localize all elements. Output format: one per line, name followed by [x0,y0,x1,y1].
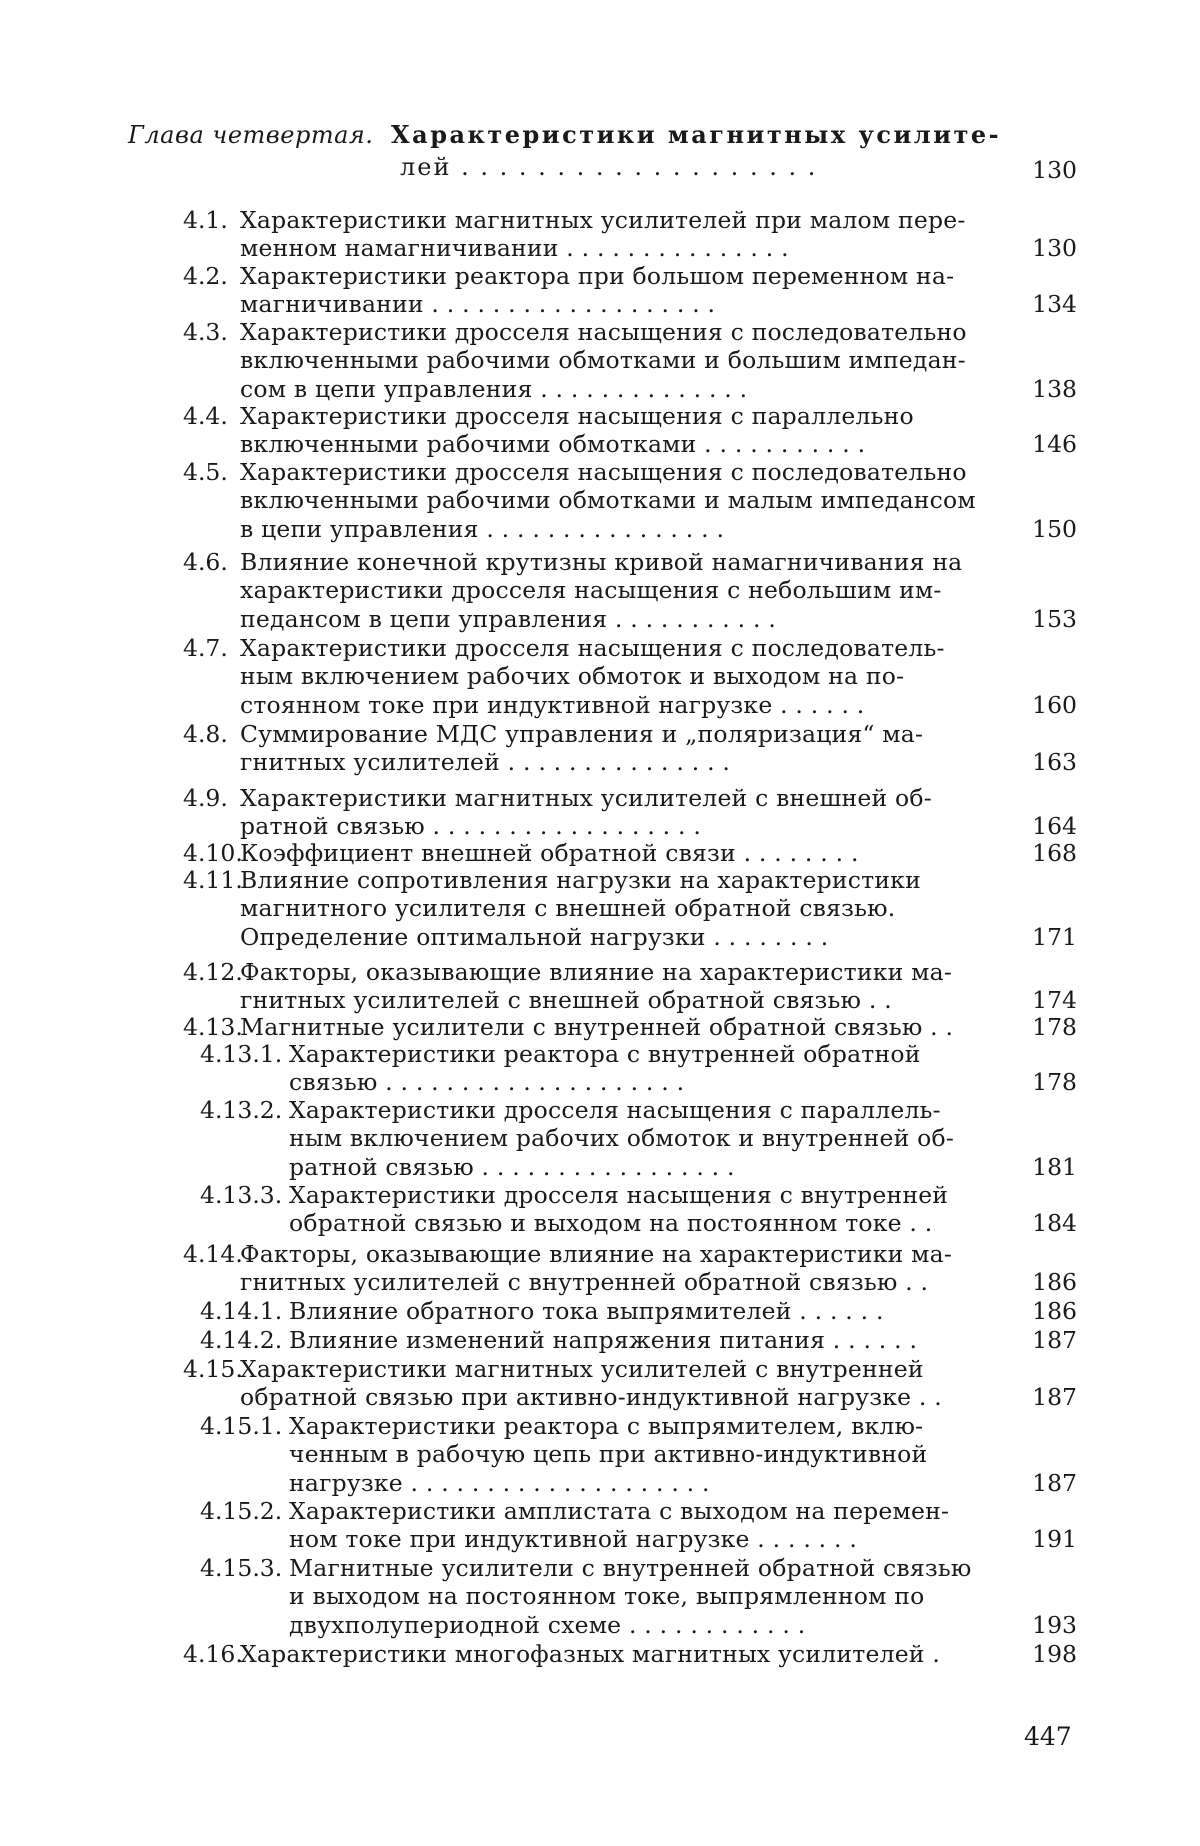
toc-entry-line: обратной связью и выходом на постоянном токе . . [289,1209,933,1238]
toc-entry-line: магнитного усилителя с внешней обратной связью. [240,894,896,923]
toc-entry-line: Характеристики дросселя насыщения с последовательно [240,318,967,346]
toc-entry-page: 187 [1032,1326,1077,1354]
toc-entry-page: 186 [1032,1297,1077,1325]
toc-entry-line: Характеристики дросселя насыщения с параллельно [240,402,914,430]
toc-entry-line: магничивании . . . . . . . . . . . . . . . . . . . [240,290,716,319]
toc-entry-page: 138 [1032,374,1077,403]
toc-entry-line: педансом в цепи управления . . . . . . . . . . . [240,604,776,633]
toc-entry-page: 178 [1032,1068,1077,1097]
toc-entry-page: 184 [1032,1209,1077,1238]
toc-entry-line: нагрузке . . . . . . . . . . . . . . . . . . . . [289,1468,710,1497]
toc-entry-line: ном токе при индуктивной нагрузке . . . . . . . [289,1525,858,1554]
toc-entry-number: 4.16. [183,1640,243,1668]
chapter-title-line2: лей . . . . . . . . . . . . . . . . . . . [400,153,818,181]
toc-entry-page: 174 [1032,986,1077,1015]
toc-entry-number: 4.6. [183,548,228,576]
toc-entry-page: 187 [1032,1468,1077,1497]
toc-entry-page: 160 [1032,690,1077,719]
toc-entry-page: 187 [1032,1383,1077,1412]
toc-entry-number: 4.14.2. [200,1326,283,1354]
toc-entry-number: 4.15.1. [200,1412,283,1440]
toc-entry-page: 164 [1032,812,1077,841]
toc-entry-line: связью . . . . . . . . . . . . . . . . . . . . [289,1068,685,1097]
toc-entry-page: 186 [1032,1268,1077,1297]
toc-entry-number: 4.15.3. [200,1554,283,1582]
toc-entry-number: 4.3. [183,318,228,346]
toc-entry-line: ным включением рабочих обмоток и внутренней об- [289,1124,954,1153]
toc-entry-page: 134 [1032,290,1077,319]
chapter-heading [128,121,1001,149]
toc-entry-number: 4.13.2. [200,1096,283,1124]
toc-entry-page: 198 [1032,1640,1077,1668]
toc-entry-line: в цепи управления . . . . . . . . . . . . . . . . [240,514,725,543]
toc-entry-line: и выходом на постоянном токе, выпрямленном по [289,1582,925,1611]
toc-entry-line: Влияние сопротивления нагрузки на характеристики [240,866,921,894]
toc-entry-line: Характеристики реактора с внутренней обратной [289,1040,921,1068]
toc-entry-number: 4.7. [183,634,228,662]
toc-entry-number: 4.14. [183,1240,243,1268]
toc-entry-line: Характеристики дросселя насыщения с параллель- [289,1096,941,1124]
toc-entry-line: Характеристики магнитных усилителей с внешней об- [240,784,932,812]
toc-entry-line: гнитных усилителей с внешней обратной связью . . [240,986,892,1015]
toc-entry-line: гнитных усилителей с внутренней обратной связью . . [240,1268,929,1297]
toc-entry-number: 4.13.1. [200,1040,283,1068]
toc-entry-line: включенными рабочими обмотками . . . . . . . . . . . [240,430,866,459]
toc-entry-line: Характеристики магнитных усилителей при малом пере- [240,206,966,234]
toc-entry-line: ченным в рабочую цепь при активно-индуктивной [289,1440,928,1469]
toc-entry-line: обратной связью при активно-индуктивной нагрузке . . [240,1383,942,1412]
toc-entry-line: Характеристики реактора с выпрямителем, вклю- [289,1412,924,1440]
toc-entry-number: 4.13.3. [200,1181,283,1209]
toc-entry-line: менном намагничивании . . . . . . . . . . . . . . . [240,234,789,263]
page-folio: 447 [1024,1722,1072,1751]
toc-entry-line: Коэффициент внешней обратной связи . . . . . . . . [240,839,859,867]
toc-entry-line: Характеристики реактора при большом переменном на- [240,262,955,290]
chapter-page-number: 130 [1032,156,1077,184]
toc-entry-number: 4.8. [183,720,228,748]
toc-entry-line: стоянном токе при индуктивной нагрузке . . . . . . [240,690,865,719]
toc-entry-line: характеристики дросселя насыщения с небольшим им- [240,576,942,605]
toc-entry-number: 4.11. [183,866,243,894]
chapter-title-line1: Характеристики магнитных усилите- [391,120,1002,149]
toc-entry-number: 4.12. [183,958,243,986]
toc-entry-line: Суммирование МДС управления и „поляризация“ ма- [240,720,924,748]
toc-entry-line: ратной связью . . . . . . . . . . . . . . . . . . [240,812,702,841]
toc-entry-line: включенными рабочими обмотками и большим импедан- [240,346,966,375]
toc-entry-number: 4.2. [183,262,228,290]
toc-entry-page: 171 [1032,922,1077,951]
chapter-prefix: Глава четвертая. [128,121,374,149]
toc-entry-number: 4.4. [183,402,228,430]
toc-entry-number: 4.9. [183,784,228,812]
toc-entry-line: Характеристики амплистата с выходом на перемен- [289,1497,950,1525]
toc-entry-page: 146 [1032,430,1077,459]
toc-entry-number: 4.15. [183,1355,243,1383]
toc-entry-line: Факторы, оказывающие влияние на характеристики ма- [240,1240,952,1268]
toc-entry-page: 153 [1032,604,1077,633]
toc-entry-line: Определение оптимальной нагрузки . . . . . . . . [240,922,829,951]
toc-entry-line: ным включением рабочих обмоток и выходом на по- [240,662,905,691]
toc-entry-line: Влияние обратного тока выпрямителей . . . . . . [289,1297,884,1325]
toc-entry-line: Характеристики дросселя насыщения с последовательно [240,458,967,486]
toc-entry-page: 163 [1032,748,1077,777]
toc-entry-number: 4.13. [183,1013,243,1041]
toc-entry-number: 4.5. [183,458,228,486]
toc-entry-line: ратной связью . . . . . . . . . . . . . . . . . [289,1152,735,1181]
toc-entry-line: включенными рабочими обмотками и малым импедансом [240,486,976,515]
toc-entry-line: Факторы, оказывающие влияние на характеристики ма- [240,958,952,986]
toc-entry-page: 130 [1032,234,1077,263]
toc-entry-page: 168 [1032,839,1077,867]
toc-entry-line: Характеристики дросселя насыщения с последователь- [240,634,945,662]
toc-entry-page: 191 [1032,1525,1077,1554]
toc-entry-line: сом в цепи управления . . . . . . . . . . . . . . [240,374,748,403]
toc-entry-line: Влияние изменений напряжения питания . . . . . . [289,1326,918,1354]
toc-entry-line: Влияние конечной крутизны кривой намагничивания на [240,548,963,576]
toc-entry-number: 4.14.1. [200,1297,283,1325]
toc-entry-line: Характеристики дросселя насыщения с внутренней [289,1181,949,1209]
toc-entry-number: 4.1. [183,206,228,234]
toc-entry-page: 178 [1032,1013,1077,1041]
toc-entry-line: Характеристики многофазных магнитных усилителей . [240,1640,941,1668]
toc-entry-page: 181 [1032,1152,1077,1181]
toc-entry-line: Магнитные усилители с внутренней обратной связью . . [240,1013,954,1041]
toc-entry-line: Характеристики магнитных усилителей с внутренней [240,1355,924,1383]
toc-entry-line: Магнитные усилители с внутренней обратной связью [289,1554,972,1582]
toc-entry-line: двухполупериодной схеме . . . . . . . . . . . . [289,1610,806,1639]
toc-entry-page: 150 [1032,514,1077,543]
toc-entry-line: гнитных усилителей . . . . . . . . . . . . . . . [240,748,731,777]
toc-entry-number: 4.10. [183,839,243,867]
toc-entry-number: 4.15.2. [200,1497,283,1525]
toc-entry-page: 193 [1032,1610,1077,1639]
